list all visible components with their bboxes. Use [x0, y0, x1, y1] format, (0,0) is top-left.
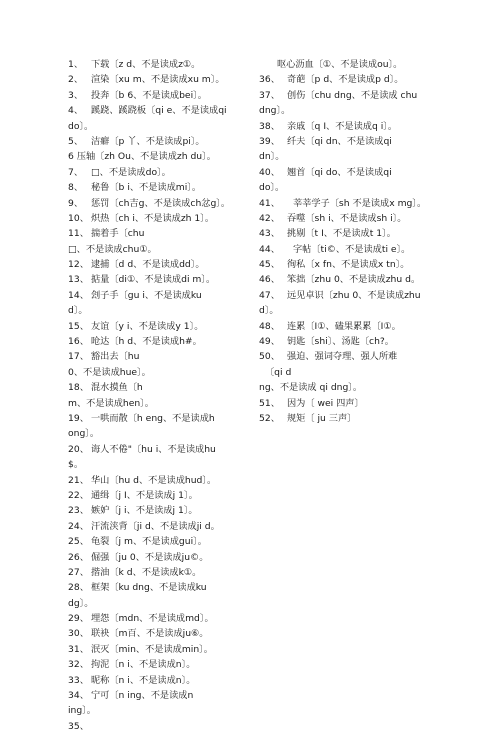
item-text: do〕。 [259, 182, 285, 194]
left-line [68, 550, 253, 565]
right-line [259, 211, 449, 226]
item-text: 创伤〔chu dng、不是读成 chu [287, 89, 418, 101]
left-line [68, 365, 253, 380]
left-line [68, 457, 253, 472]
item-number: 11、 [68, 228, 89, 240]
item-number: 41、 [259, 197, 280, 209]
item-text: 埋怨〔mdn、不是读成md〕。 [91, 613, 214, 625]
right-line [259, 396, 449, 411]
item-text: 蹊跷、蹊跷板〔qi e、不是读成qi [91, 105, 227, 117]
item-number: 16、 [68, 336, 89, 348]
item-text: ing〕。 [68, 705, 96, 717]
item-number: 12、 [68, 259, 89, 271]
item-text: 炽热〔ch i、不是读成zh 1〕。 [91, 212, 215, 224]
item-number: 10、 [68, 212, 89, 224]
item-text: 下载〔z d、不是读成z①。 [91, 59, 201, 70]
item-text: 洁癖〔p 丫、不是读成pi〕。 [91, 135, 205, 147]
left-line [68, 257, 253, 272]
item-number: 46、 [259, 274, 280, 286]
left-line [68, 673, 253, 688]
item-text: ng、不是读成 qi dng〕。 [259, 382, 363, 394]
item-number: 31、 [68, 643, 89, 655]
item-number: 26、 [68, 551, 89, 563]
left-line [68, 488, 253, 503]
item-number: 20、 [68, 443, 89, 455]
left-line [68, 719, 253, 734]
item-text: 泯灭〔min、不是读成min〕。 [91, 643, 213, 655]
item-text: 规矩〔 ju 三声〕 [287, 412, 357, 424]
item-text: 倔强〔ju 0、不是读成ju©。 [91, 551, 209, 563]
item-text: 昵称〔n i、不是读成n〕。 [91, 674, 196, 686]
item-text: 呛达〔h d、不是读成h#。 [91, 336, 202, 348]
item-number: 28、 [68, 582, 89, 594]
item-number: 49、 [259, 336, 280, 348]
item-text: 刽子手〔gu i、不是读成ku [91, 289, 202, 301]
right-line [259, 88, 449, 103]
item-number: 48、 [259, 320, 280, 332]
right-line [259, 134, 449, 149]
item-text: dg〕。 [68, 597, 94, 609]
left-line [68, 442, 253, 457]
left-line [68, 396, 253, 411]
item-number: 45、 [259, 259, 280, 271]
right-line [259, 334, 449, 349]
item-number: 27、 [68, 566, 89, 578]
right-line [259, 149, 449, 164]
item-number: 39、 [259, 135, 280, 147]
right-line [259, 272, 449, 287]
left-line [68, 626, 253, 641]
item-text: 挑剔〔t I、不是读成t 1〕。 [287, 228, 396, 240]
right-line [259, 380, 449, 395]
item-text: 通缉〔j I、不是读成j 1〕。 [91, 489, 198, 501]
item-number: 35、 [68, 720, 89, 732]
item-text: □、不是读成chu①。 [68, 243, 157, 255]
left-line [68, 319, 253, 334]
item-number: 4、 [68, 105, 84, 117]
item-text: 友谊〔y i、不是读成y 1〕。 [91, 320, 204, 332]
item-number: 14、 [68, 289, 89, 301]
item-text: 钥匙〔shi〕、汤匙〔ch?。 [287, 336, 394, 348]
item-text: 字帖〔ti©、不是读成ti e〕。 [293, 243, 411, 255]
right-line [259, 411, 449, 426]
left-line [68, 703, 253, 718]
left-line [68, 473, 253, 488]
item-number: 7、 [68, 166, 84, 178]
item-text: 徇私〔x fn、不是读成x tn〕。 [287, 259, 410, 271]
left-line [68, 657, 253, 672]
left-line [68, 411, 253, 426]
item-text: dng〕。 [259, 105, 291, 117]
right-column [259, 57, 449, 426]
item-text: dn〕。 [259, 151, 285, 163]
item-text: 嫉妒〔j i、不是读成j 1〕。 [91, 505, 198, 517]
item-number: 43、 [259, 228, 280, 240]
item-text: 逮捕〔d d、不是读成dd〕。 [91, 259, 205, 271]
left-column [68, 57, 253, 734]
right-line [259, 72, 449, 87]
item-text: 0、不是读成hue〕。 [68, 366, 151, 378]
left-line [68, 226, 253, 241]
left-line [68, 211, 253, 226]
right-line [259, 119, 449, 134]
left-line [68, 88, 253, 103]
left-line [68, 303, 253, 318]
left-line [68, 119, 253, 134]
item-number: 13、 [68, 274, 89, 286]
item-text: 莘莘学子〔sh 不是读成x mg〕。 [293, 197, 427, 209]
left-line [68, 380, 253, 395]
item-number: 5、 [68, 135, 84, 147]
right-line [259, 257, 449, 272]
item-number: 19、 [68, 412, 89, 424]
item-text: 渲染〔xu m、不是读成xu m〕。 [91, 74, 225, 86]
item-text: 强迫、强词夺理、强人所难 [287, 351, 398, 363]
left-line [68, 426, 253, 441]
item-number: 25、 [68, 536, 89, 548]
item-text: 龟裂〔j m、不是读成gui〕。 [91, 536, 207, 548]
left-line [68, 57, 253, 72]
item-text: 呕心沥血〔①、不是读成ou〕。 [277, 59, 403, 70]
item-text: d〕。 [68, 305, 88, 317]
item-text: 联袂〔m百、不是读成ju⑥。 [91, 628, 209, 640]
item-number: 8、 [68, 182, 84, 194]
left-line [68, 642, 253, 657]
item-text: 投奔〔b 6、不是读成bei〕。 [91, 89, 207, 101]
item-text: $。 [68, 459, 84, 471]
left-line [68, 565, 253, 580]
item-text: 揩油〔k d、不是读成k①。 [91, 566, 202, 578]
item-text: 混水摸鱼〔h [91, 382, 143, 394]
item-text: 秘鲁〔b i、不是读成mi〕。 [91, 182, 202, 194]
left-line [68, 196, 253, 211]
right-line [259, 242, 449, 257]
item-text: 诲人不倦"〔hu i、不是读成hu [91, 443, 216, 455]
right-line [259, 319, 449, 334]
item-number: 40、 [259, 166, 280, 178]
item-text: 奇葩〔p d、不是读成p d〕。 [287, 74, 404, 86]
item-number: 33、 [68, 674, 89, 686]
right-line [259, 303, 449, 318]
item-number: 18、 [68, 382, 89, 394]
item-number: 22、 [68, 489, 89, 501]
item-number: 44、 [259, 243, 280, 255]
item-text: 因为〔 wei 四声〕 [287, 397, 364, 409]
left-line [68, 134, 253, 149]
item-number: 21、 [68, 474, 89, 486]
left-line [68, 349, 253, 364]
item-number: 32、 [68, 659, 89, 671]
item-text: d〕。 [259, 305, 279, 317]
left-line [68, 180, 253, 195]
item-text: 远见卓识〔zhu 0、不是读成zhu [287, 289, 421, 301]
item-text: 亲戚〔q I、不是读成q i〕。 [287, 120, 398, 132]
item-text: 一哄而散〔h eng、不是读成h [91, 412, 215, 424]
right-line [259, 365, 449, 380]
item-number: 2、 [68, 74, 84, 86]
item-number: 23、 [68, 505, 89, 517]
item-text: 连累〔I①、磕果累累〔I①。 [287, 320, 401, 332]
right-line [259, 349, 449, 364]
left-line [68, 103, 253, 118]
left-line [68, 596, 253, 611]
item-text: □、不是读成do〕。 [91, 166, 171, 178]
item-text: 宁可〔n ing、不是读成n [91, 690, 194, 702]
item-number: 34、 [68, 690, 89, 702]
item-text: 惩罚〔ch吉g、不是读成ch忿g〕。 [91, 197, 231, 209]
item-text: 笨拙〔zhu 0、不是读成zhu d。 [287, 274, 421, 286]
item-number: 24、 [68, 520, 89, 532]
left-line [68, 580, 253, 595]
left-line [68, 72, 253, 87]
right-line [259, 103, 449, 118]
item-text: 掂量〔di①、不是读成di m〕。 [91, 274, 216, 286]
left-line [68, 272, 253, 287]
item-number: 17、 [68, 351, 89, 363]
right-line [259, 180, 449, 195]
item-number: 47、 [259, 289, 280, 301]
right-line [259, 226, 449, 241]
item-number: 38、 [259, 120, 280, 132]
left-line [68, 149, 253, 164]
right-line [259, 57, 449, 72]
left-line [68, 334, 253, 349]
item-number: 3、 [68, 89, 84, 101]
item-text: 框架〔ku dng、不是读成ku [91, 582, 207, 594]
item-number: 36、 [259, 74, 280, 86]
item-number: 9、 [68, 197, 84, 209]
item-number: 30、 [68, 628, 89, 640]
left-line [68, 611, 253, 626]
item-text: 6 压轴〔zh Ou、不是读成zh du〕。 [68, 151, 216, 163]
item-number: 29、 [68, 613, 89, 625]
left-line [68, 503, 253, 518]
item-text: 纤夫〔qi dn、不是读成qi [287, 135, 392, 147]
right-line [259, 196, 449, 211]
item-number: 1、 [68, 59, 84, 70]
left-line [68, 288, 253, 303]
left-line [68, 165, 253, 180]
item-text: 豁出去〔hu [91, 351, 140, 363]
right-line [259, 288, 449, 303]
left-line [68, 688, 253, 703]
left-line [68, 242, 253, 257]
right-line [259, 165, 449, 180]
item-text: 〔qi d [265, 366, 292, 378]
left-line [68, 519, 253, 534]
item-number: 42、 [259, 212, 280, 224]
item-text: 揣着手〔chu [91, 228, 145, 240]
item-number: 52、 [259, 412, 280, 424]
item-text: 汗流浃背〔ji d、不是读成ji d。 [91, 520, 220, 532]
item-text: 华山〔hu d、不是读成hud〕。 [91, 474, 217, 486]
item-number: 15、 [68, 320, 89, 332]
item-number: 50、 [259, 351, 280, 363]
item-text: 翘首〔qi do、不是读成qi [287, 166, 392, 178]
left-line [68, 534, 253, 549]
item-text: ong〕。 [68, 428, 100, 440]
item-text: 拘泥〔n i、不是读成n〕。 [91, 659, 196, 671]
item-text: do〕。 [68, 120, 94, 132]
item-text: m、不是读成hen〕。 [68, 397, 154, 409]
item-number: 37、 [259, 89, 280, 101]
item-number: 51、 [259, 397, 280, 409]
item-text: 吞噬〔sh i、不是读成sh i〕。 [287, 212, 407, 224]
